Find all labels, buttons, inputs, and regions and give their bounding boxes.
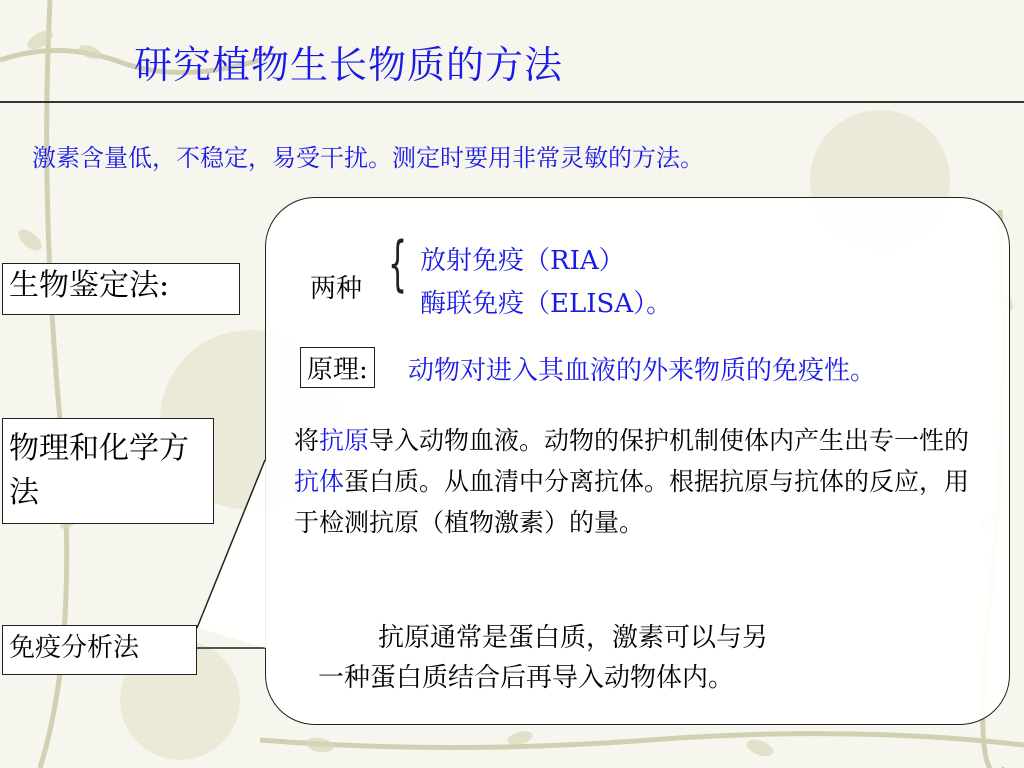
procedure-paragraph <box>294 420 994 543</box>
para-part: 蛋白质。从血清中分离抗体。根据抗原与抗体的反应，用于检测抗原（植物激素）的量。 <box>294 467 970 537</box>
two-kinds-label: 两种 <box>310 274 363 304</box>
elisa-method: 酶联免疫（ELISA）。 <box>420 289 673 319</box>
antibody-term: 抗体 <box>294 467 345 496</box>
para-part: 将 <box>294 426 320 455</box>
slide-title: 研究植物生长物质的方法 <box>134 43 564 87</box>
principle-label: 原理: <box>300 347 375 388</box>
physchem-box: 物理和化学方法 <box>2 418 214 524</box>
note-line-2: 一种蛋白质结合后再导入动物体内。 <box>318 663 735 693</box>
principle-text: 动物对进入其血液的外来物质的免疫性。 <box>408 356 877 386</box>
slide-subtitle: 激素含量低，不稳定，易受干扰。测定时要用非常灵敏的方法。 <box>32 144 704 172</box>
ria-method: 放射免疫（RIA） <box>420 246 625 276</box>
bioassay-box: 生物鉴定法: <box>2 263 240 315</box>
immunoassay-box: 免疫分析法 <box>2 625 197 675</box>
para-part: 导入动物血液。动物的保护机制使体内产生出专一性的 <box>369 426 970 455</box>
antigen-term: 抗原 <box>319 426 370 455</box>
brace-icon: { <box>388 229 408 299</box>
note-line-1: 抗原通常是蛋白质，激素可以与另 <box>378 623 769 653</box>
